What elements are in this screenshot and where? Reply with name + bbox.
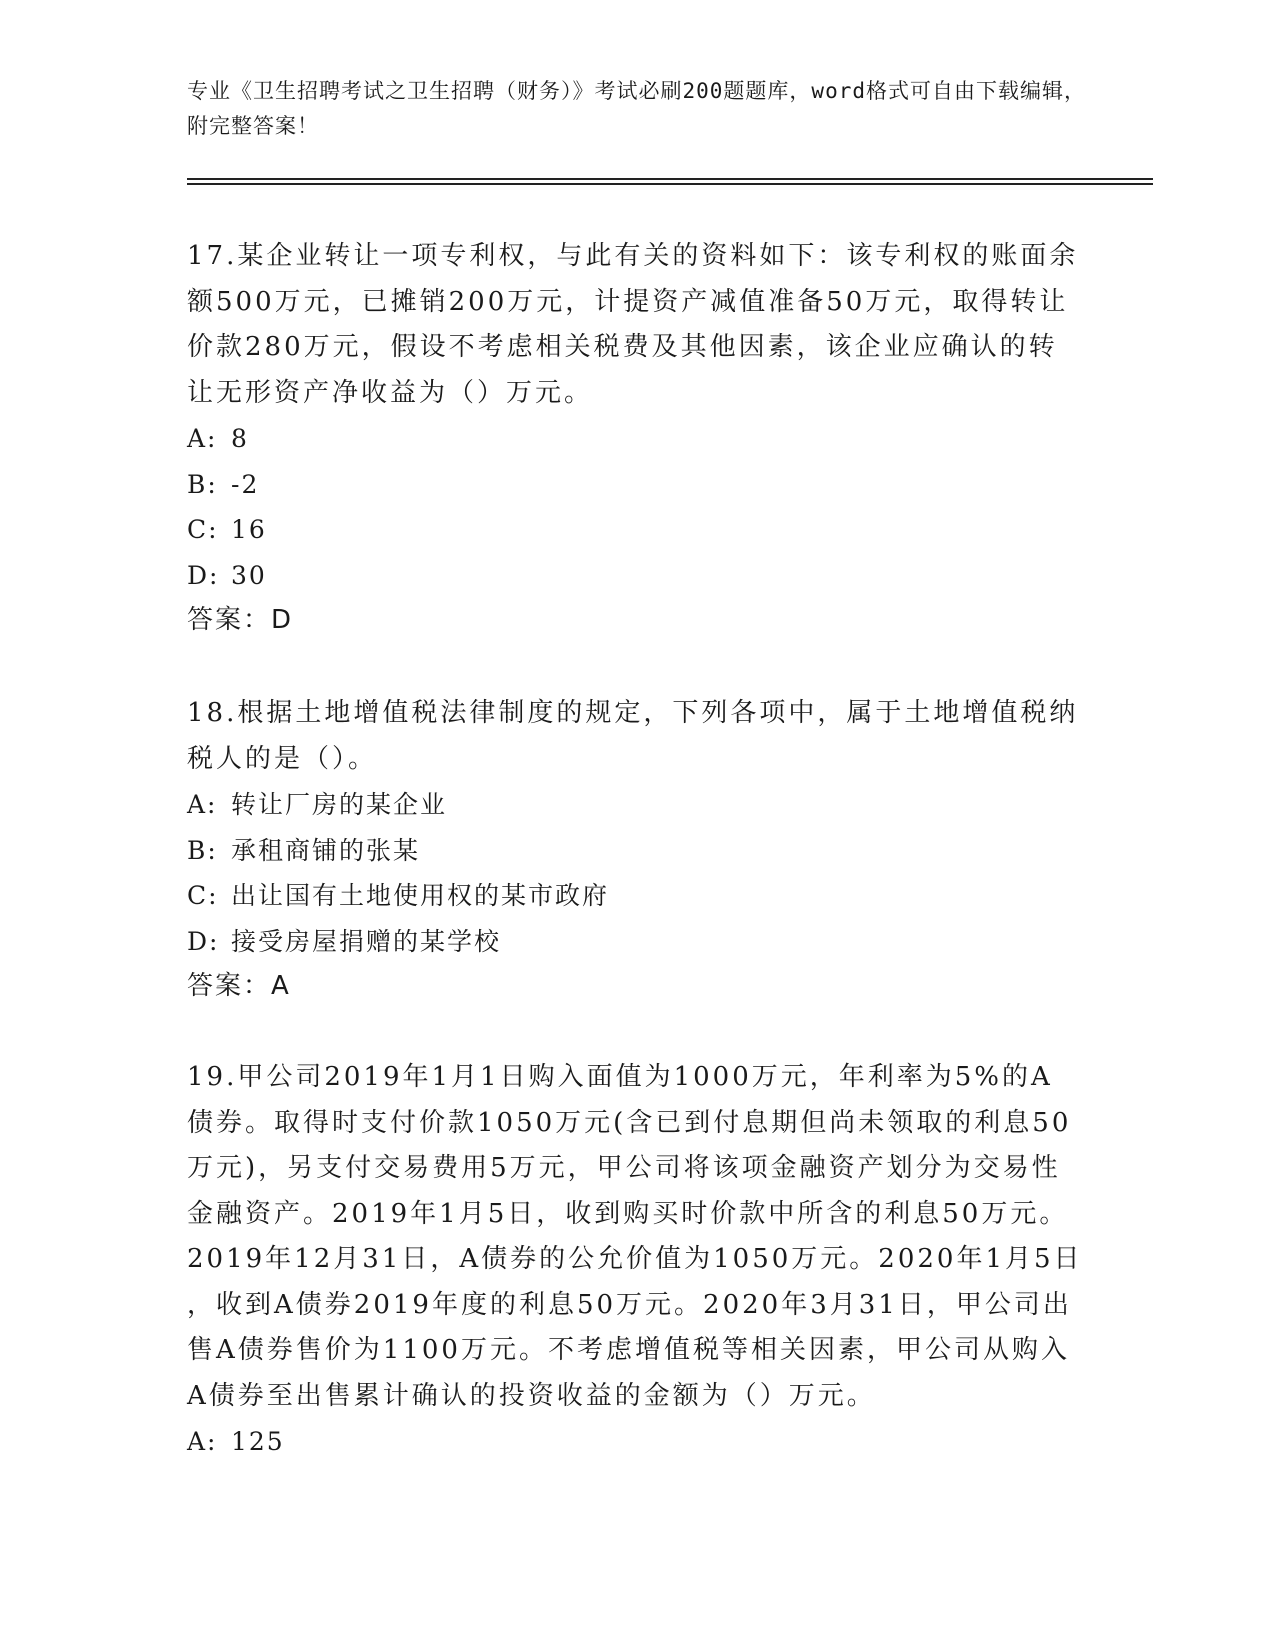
option-text: 125 bbox=[231, 1427, 285, 1456]
option-c bbox=[187, 507, 1087, 553]
option-text: 出让国有土地使用权的某市政府 bbox=[231, 881, 610, 910]
question-line: A债券至出售累计确认的投资收益的金额为（）万元。 bbox=[187, 1380, 876, 1411]
option-letter: D: bbox=[187, 560, 220, 590]
option-text: -2 bbox=[231, 469, 260, 499]
option-a bbox=[187, 1419, 1087, 1465]
option-d bbox=[187, 919, 1087, 965]
option-letter: C: bbox=[187, 515, 219, 544]
question-text bbox=[187, 1055, 1087, 1419]
option-letter: A: bbox=[187, 1427, 218, 1456]
question-line: 19.甲公司2019年1月1日购入面值为1000万元，年利率为5%的A bbox=[187, 1062, 1053, 1092]
question-text bbox=[187, 691, 1087, 782]
question-19 bbox=[187, 1055, 1087, 1465]
option-c bbox=[187, 873, 1087, 919]
option-text: 转让厂房的某企业 bbox=[231, 790, 448, 819]
question-17 bbox=[187, 234, 1087, 644]
option-b bbox=[187, 462, 1087, 508]
question-18 bbox=[187, 691, 1087, 1010]
question-line: 17.某企业转让一项专利权，与此有关的资料如下：该专利权的账面余 bbox=[187, 241, 1079, 271]
option-a bbox=[187, 782, 1087, 828]
answer-line: 答案：D bbox=[187, 605, 294, 635]
option-letter: B: bbox=[187, 835, 218, 865]
option-text: 8 bbox=[231, 424, 249, 453]
option-d bbox=[187, 553, 1087, 599]
option-letter: D: bbox=[187, 926, 220, 956]
option-letter: A: bbox=[187, 790, 218, 819]
question-line: 万元)，另支付交易费用5万元，甲公司将该项金融资产划分为交易性 bbox=[187, 1153, 1061, 1183]
option-b bbox=[187, 828, 1087, 874]
question-line: 2019年12月31日，A债券的公允价值为1050万元。2020年1月5日 bbox=[187, 1244, 1083, 1274]
question-line: 金融资产。2019年1月5日，收到购买时价款中所含的利息50万元。 bbox=[187, 1198, 1069, 1229]
question-line: 债券。取得时支付价款1050万元(含已到付息期但尚未领取的利息50 bbox=[187, 1107, 1072, 1138]
question-line: 售A债券售价为1100万元。不考虑增值税等相关因素，甲公司从购入 bbox=[187, 1335, 1070, 1365]
question-line: ，收到A债券2019年度的利息50万元。2020年3月31日，甲公司出 bbox=[187, 1289, 1072, 1320]
option-text: 接受房屋捐赠的某学校 bbox=[231, 926, 502, 956]
option-letter: B: bbox=[187, 469, 218, 499]
option-letter: C: bbox=[187, 881, 219, 910]
option-text: 16 bbox=[231, 515, 267, 544]
question-line: 价款280万元，假设不考虑相关税费及其他因素，该企业应确认的转 bbox=[187, 332, 1058, 362]
option-text: 承租商铺的张某 bbox=[231, 835, 421, 865]
option-text: 30 bbox=[231, 560, 267, 590]
question-line: 额500万元，已摊销200万元，计提资产减值准备50万元，取得转让 bbox=[187, 286, 1069, 317]
answer-line: 答案：A bbox=[187, 971, 291, 1001]
option-a bbox=[187, 416, 1087, 462]
question-line: 税人的是（）。 bbox=[187, 743, 378, 774]
header-divider-bottom bbox=[187, 183, 1153, 185]
question-line: 18.根据土地增值税法律制度的规定，下列各项中，属于土地增值税纳 bbox=[187, 698, 1079, 728]
header-divider-top bbox=[187, 178, 1153, 180]
option-letter: A: bbox=[187, 424, 218, 453]
question-text bbox=[187, 234, 1087, 416]
question-line: 让无形资产净收益为（）万元。 bbox=[187, 377, 594, 408]
document-header: 专业《卫生招聘考试之卫生招聘（财务）》考试必刷200题题库，word格式可自由下载编辑，附完整答案！ bbox=[187, 79, 1086, 138]
